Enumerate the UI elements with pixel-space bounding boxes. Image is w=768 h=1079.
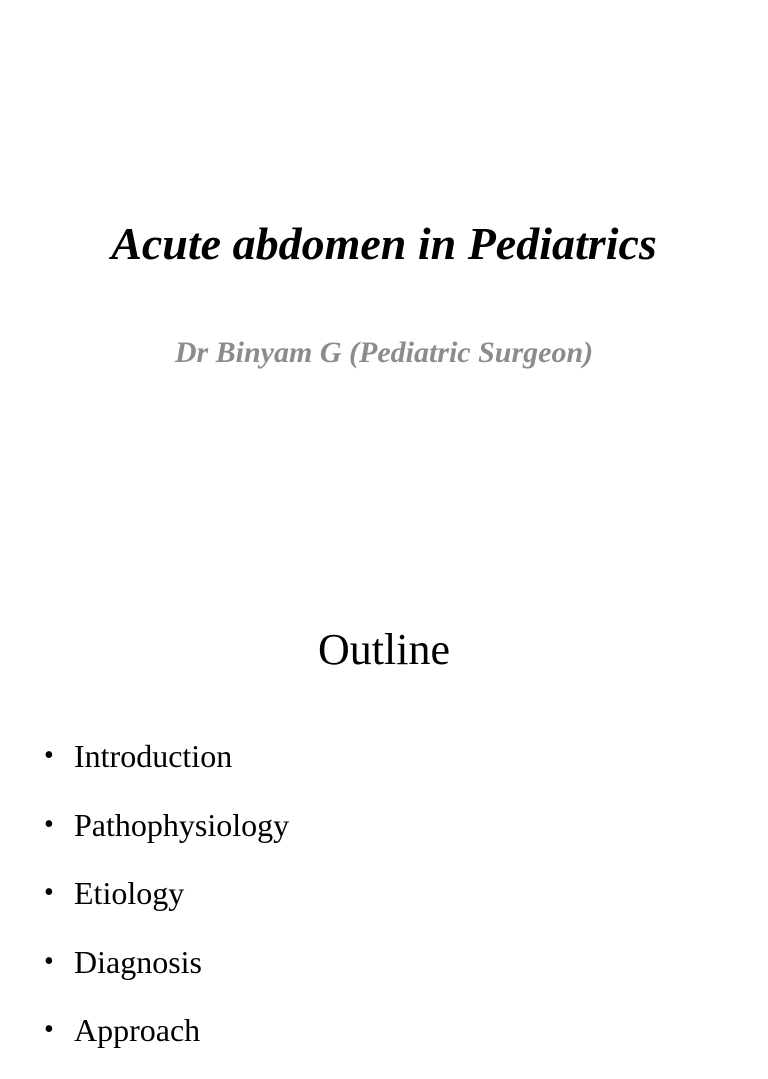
bullet-icon: • bbox=[44, 808, 54, 840]
outline-bullet-list bbox=[44, 736, 289, 1079]
outline-heading: Outline bbox=[318, 625, 450, 674]
outline-item-label: Diagnosis bbox=[74, 943, 202, 980]
outline-slide bbox=[0, 576, 768, 1048]
outline-item-label: Introduction bbox=[74, 738, 233, 774]
outline-item-label: Approach bbox=[74, 1012, 201, 1048]
outline-item-etiology bbox=[44, 873, 289, 942]
outline-item-label: Pathophysiology bbox=[74, 806, 290, 843]
outline-item-label: Etiology bbox=[74, 875, 185, 911]
outline-item-diagnosis bbox=[44, 942, 289, 1011]
outline-item-introduction bbox=[44, 736, 289, 805]
outline-item-approach bbox=[44, 1010, 289, 1079]
bullet-icon: • bbox=[44, 945, 54, 977]
presentation-title: Acute abdomen in Pediatrics bbox=[111, 218, 657, 269]
outline-item-pathophysiology bbox=[44, 805, 289, 874]
bullet-icon: • bbox=[44, 877, 54, 908]
bullet-icon: • bbox=[44, 1014, 54, 1045]
bullet-icon: • bbox=[44, 740, 54, 771]
presenter-subtitle: Dr Binyam G (Pediatric Surgeon) bbox=[174, 336, 594, 369]
